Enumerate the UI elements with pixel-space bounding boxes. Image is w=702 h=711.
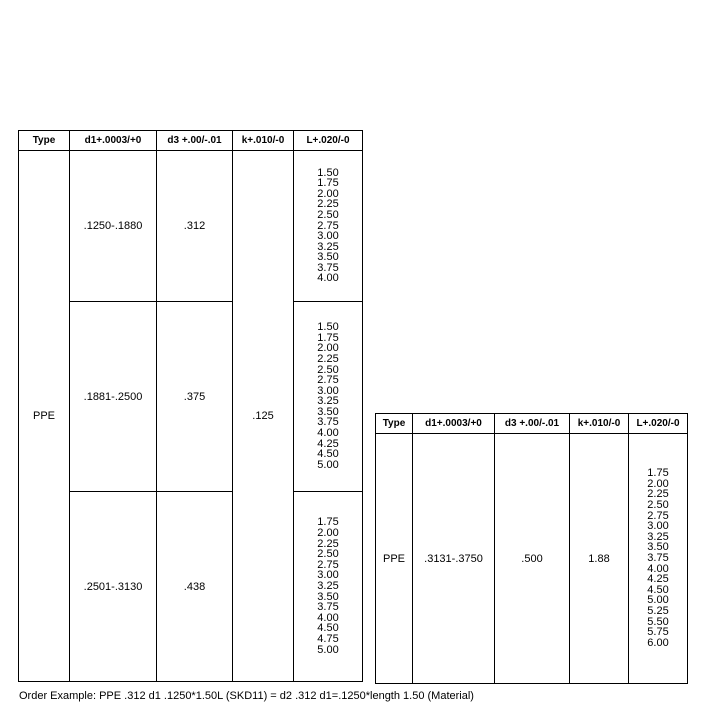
length-cell (629, 434, 688, 684)
length-value: 3.00 (317, 569, 339, 582)
length-value: 2.00 (647, 477, 669, 490)
header-d3: d3 +.00/-.01 (495, 414, 570, 434)
table-row (19, 151, 363, 302)
d3-cell: .375 (157, 302, 233, 492)
length-list (317, 517, 338, 655)
length-value: 3.25 (317, 580, 339, 592)
length-value: 2.50 (317, 363, 339, 376)
length-value: 5.75 (647, 626, 669, 639)
length-value: 4.50 (317, 622, 339, 635)
table-row (19, 302, 363, 492)
length-value: 2.00 (317, 527, 339, 540)
length-value: 6.00 (647, 636, 669, 649)
length-value: 4.50 (317, 448, 339, 461)
length-value: 2.00 (317, 342, 339, 355)
length-value: 2.50 (317, 208, 339, 221)
length-value: 1.75 (647, 467, 669, 480)
length-value: 3.00 (647, 520, 669, 533)
length-value: 4.25 (647, 573, 669, 586)
table-header-row (376, 414, 688, 434)
table-header-row (19, 131, 363, 151)
length-value: 4.00 (317, 272, 339, 285)
type-cell: PPE (19, 151, 70, 682)
length-value: 3.25 (647, 530, 669, 543)
length-value: 5.00 (317, 458, 339, 471)
length-value: 2.25 (317, 352, 339, 365)
length-value: 4.75 (317, 632, 339, 645)
length-value: 1.50 (317, 321, 339, 334)
k-cell: .125 (233, 151, 294, 682)
length-list (317, 322, 338, 470)
k-cell: 1.88 (570, 434, 629, 684)
length-value: 5.00 (317, 643, 339, 656)
length-value: 3.50 (317, 590, 339, 603)
length-list (647, 468, 668, 648)
d1-cell: .2501-.3130 (70, 492, 157, 682)
d3-cell: .312 (157, 151, 233, 302)
length-value: 2.50 (317, 548, 339, 561)
table-row (19, 492, 363, 682)
length-cell (294, 492, 363, 682)
length-value: 3.00 (317, 384, 339, 397)
length-value: 4.00 (647, 562, 669, 575)
d3-cell: .438 (157, 492, 233, 682)
length-value: 2.00 (317, 187, 339, 200)
header-length: L+.020/-0 (294, 131, 363, 151)
length-list (317, 168, 338, 285)
length-value: 2.25 (317, 198, 339, 211)
length-value: 4.50 (647, 583, 669, 596)
length-value: 2.75 (317, 219, 339, 232)
header-type: Type (376, 414, 413, 434)
d1-cell: .1881-.2500 (70, 302, 157, 492)
header-d3: d3 +.00/-.01 (157, 131, 233, 151)
length-value: 2.50 (647, 499, 669, 512)
length-value: 4.25 (317, 437, 339, 450)
length-value: 2.75 (317, 558, 339, 571)
table-row (376, 434, 688, 684)
header-d1: d1+.0003/+0 (70, 131, 157, 151)
length-value: 1.75 (317, 177, 339, 190)
d3-cell: .500 (495, 434, 570, 684)
length-value: 2.25 (647, 488, 669, 501)
length-value: 3.50 (317, 405, 339, 418)
d1-cell: .3131-.3750 (413, 434, 495, 684)
header-k: k+.010/-0 (233, 131, 294, 151)
length-value: 1.75 (317, 331, 339, 344)
length-value: 4.00 (317, 427, 339, 440)
length-value: 2.75 (317, 374, 339, 387)
header-type: Type (19, 131, 70, 151)
spec-table-1 (18, 130, 363, 682)
header-length: L+.020/-0 (629, 414, 688, 434)
length-value: 5.00 (647, 594, 669, 607)
spec-table-2 (375, 413, 688, 684)
length-value: 3.25 (317, 395, 339, 408)
header-k: k+.010/-0 (570, 414, 629, 434)
length-value: 4.00 (317, 611, 339, 624)
length-value: 3.75 (317, 416, 339, 429)
length-value: 5.25 (647, 604, 669, 617)
length-value: 2.75 (647, 509, 669, 522)
order-example-caption: Order Example: PPE .312 d1 .1250*1.50L (SKD11) = d2 .312 d1=.1250*length 1.50 (Material) (19, 690, 474, 702)
length-value: 5.50 (647, 615, 669, 628)
length-value: 3.00 (317, 230, 339, 243)
type-cell: PPE (376, 434, 413, 684)
length-value: 1.50 (317, 166, 339, 179)
length-cell (294, 151, 363, 302)
length-cell (294, 302, 363, 492)
length-value: 3.75 (647, 552, 669, 564)
length-value: 3.25 (317, 240, 339, 253)
header-d1: d1+.0003/+0 (413, 414, 495, 434)
length-value: 3.75 (317, 261, 339, 274)
length-value: 2.25 (317, 537, 339, 550)
length-value: 1.75 (317, 516, 339, 529)
length-value: 3.75 (317, 601, 339, 614)
d1-cell: .1250-.1880 (70, 151, 157, 302)
length-value: 3.50 (317, 251, 339, 264)
length-value: 3.50 (647, 541, 669, 554)
